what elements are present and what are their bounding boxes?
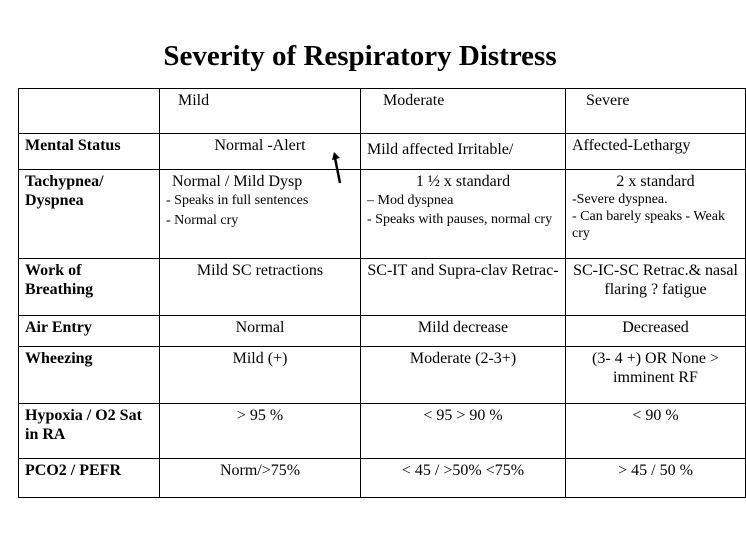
cell-wheeze-mild: Mild (+) xyxy=(160,347,361,404)
cell-air-severe: Decreased xyxy=(566,316,746,347)
row-label-tachypnea: Tachypnea/ Dyspnea xyxy=(19,170,160,259)
cell-tachy-moderate xyxy=(361,170,566,259)
tachy-moderate-sub1: – Mod dyspnea xyxy=(367,193,454,208)
cell-hypoxia-moderate: < 95 > 90 % xyxy=(361,404,566,459)
tachy-moderate-sub2: - Speaks with pauses, normal cry xyxy=(367,212,553,227)
cell-pco2-mild: Norm/>75% xyxy=(160,459,361,498)
up-arrow-icon xyxy=(330,152,346,184)
cell-mental-moderate: Mild affected Irritable/ xyxy=(361,134,566,170)
header-mild: Mild xyxy=(160,89,361,134)
header-severe: Severe xyxy=(566,89,746,134)
row-label-wheezing: Wheezing xyxy=(19,347,160,404)
cell-work-severe: SC-IC-SC Retrac.& nasal flaring ? fatigue xyxy=(566,259,746,316)
cell-pco2-moderate: < 45 / >50% <75% xyxy=(361,459,566,498)
row-label-pco2: PCO2 / PEFR xyxy=(19,459,160,498)
cell-work-moderate: SC-IT and Supra-clav Retrac- xyxy=(361,259,566,316)
table-row xyxy=(19,316,746,347)
cell-wheeze-moderate: Moderate (2-3+) xyxy=(361,347,566,404)
cell-tachy-severe xyxy=(566,170,746,259)
tachy-mild-sub2: - Normal cry xyxy=(166,213,239,228)
tachy-mild-sub1: - Speaks in full sentences xyxy=(166,193,309,208)
table-row xyxy=(19,170,746,259)
cell-hypoxia-severe: < 90 % xyxy=(566,404,746,459)
table-row xyxy=(19,259,746,316)
cell-hypoxia-mild: > 95 % xyxy=(160,404,361,459)
tachy-severe-sub1: -Severe dyspnea. xyxy=(572,192,668,207)
table-header-row xyxy=(19,89,746,134)
tachy-mild-main: Normal / Mild Dysp xyxy=(172,173,303,190)
row-label-hypoxia: Hypoxia / O2 Sat in RA xyxy=(19,404,160,459)
cell-air-moderate: Mild decrease xyxy=(361,316,566,347)
header-corner-cell xyxy=(19,89,160,134)
header-moderate: Moderate xyxy=(361,89,566,134)
cell-mental-severe: Affected-Lethargy xyxy=(566,134,746,170)
cell-work-mild: Mild SC retractions xyxy=(160,259,361,316)
page-title: Severity of Respiratory Distress xyxy=(163,40,557,72)
row-label-work-of-breathing: Work of Breathing xyxy=(19,259,160,316)
cell-mental-mild: Normal -Alert xyxy=(160,134,361,170)
table-row xyxy=(19,459,746,498)
tachy-severe-sub2: - Can barely speaks - Weak cry xyxy=(572,209,725,241)
cell-wheeze-severe: (3- 4 +) OR None > imminent RF xyxy=(566,347,746,404)
row-label-mental-status: Mental Status xyxy=(19,134,160,170)
tachy-moderate-main: 1 ½ x standard xyxy=(415,173,511,190)
row-label-air-entry: Air Entry xyxy=(19,316,160,347)
cell-air-mild: Normal xyxy=(160,316,361,347)
table-row xyxy=(19,134,746,170)
table-row xyxy=(19,347,746,404)
severity-table xyxy=(18,88,746,498)
table-row xyxy=(19,404,746,459)
cell-pco2-severe: > 45 / 50 % xyxy=(566,459,746,498)
tachy-severe-main: 2 x standard xyxy=(616,173,695,190)
